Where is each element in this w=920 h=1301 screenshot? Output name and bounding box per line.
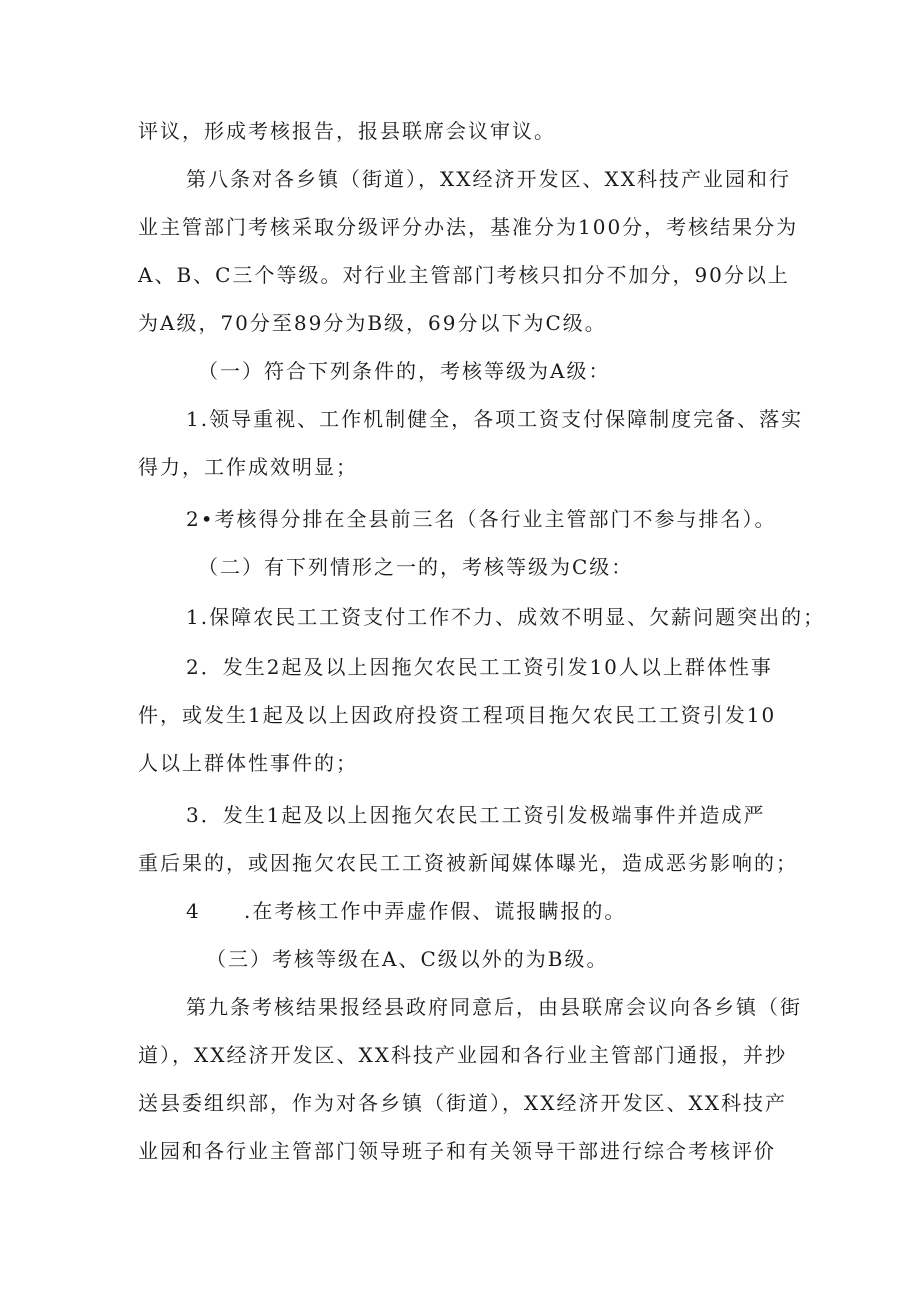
text-line: 1.保障农民工工资支付工作不力、成效不明显、欠薪问题突出的； bbox=[186, 605, 826, 629]
text-line: （二）有下列情形之一的，考核等级为C级： bbox=[198, 555, 634, 579]
text-line: 件，或发生1起及以上因政府投资工程项目拖欠农民工工资引发10 bbox=[138, 703, 777, 727]
text-line: A、B、C三个等级。对行业主管部门考核只扣分不加分，90分以上 bbox=[138, 263, 790, 287]
text-line: 第九条考核结果报经县政府同意后，由县联席会议向各乡镇（街 bbox=[186, 995, 802, 1019]
text-line: .在考核工作中弄虚作假、谎报瞒报的。 bbox=[244, 899, 627, 923]
text-line: 为A级，70分至89分为B级，69分以下为C级。 bbox=[138, 311, 607, 335]
text-line: （三）考核等级在A、C级以外的为B级。 bbox=[206, 947, 609, 971]
text-line: 道），XX经济开发区、XX科技产业园和各行业主管部门通报，并抄 bbox=[138, 1043, 787, 1067]
text-line: 得力，工作成效明显； bbox=[138, 455, 358, 479]
text-line: 第八条对各乡镇（街道），XX经济开发区、XX科技产业园和行 bbox=[186, 167, 791, 191]
text-line: 2•考核得分排在全县前三名（各行业主管部门不参与排名）。 bbox=[186, 507, 777, 531]
text-line: 送县委组织部，作为对各乡镇（街道），XX经济开发区、XX科技产 bbox=[138, 1091, 787, 1115]
list-number: 4 bbox=[186, 899, 201, 923]
text-line: 重后果的，或因拖欠农民工工资被新闻媒体曝光，造成恶劣影响的； bbox=[138, 851, 798, 875]
text-line: 3．发生1起及以上因拖欠农民工工资引发极端事件并造成严 bbox=[186, 803, 766, 827]
text-line: 2．发生2起及以上因拖欠农民工工资引发10人以上群体性事 bbox=[186, 655, 773, 679]
text-line: 业园和各行业主管部门领导班子和有关领导干部进行综合考核评价 bbox=[138, 1139, 776, 1163]
text-line: 人以上群体性事件的； bbox=[138, 751, 358, 775]
text-line: 评议，形成考核报告，报县联席会议审议。 bbox=[138, 119, 556, 143]
text-line: 业主管部门考核采取分级评分办法，基准分为100分，考核结果分为 bbox=[138, 215, 799, 239]
text-line: （一）符合下列条件的，考核等级为A级： bbox=[198, 359, 611, 383]
text-line: 1.领导重视、工作机制健全，各项工资支付保障制度完备、落实 bbox=[186, 407, 804, 431]
